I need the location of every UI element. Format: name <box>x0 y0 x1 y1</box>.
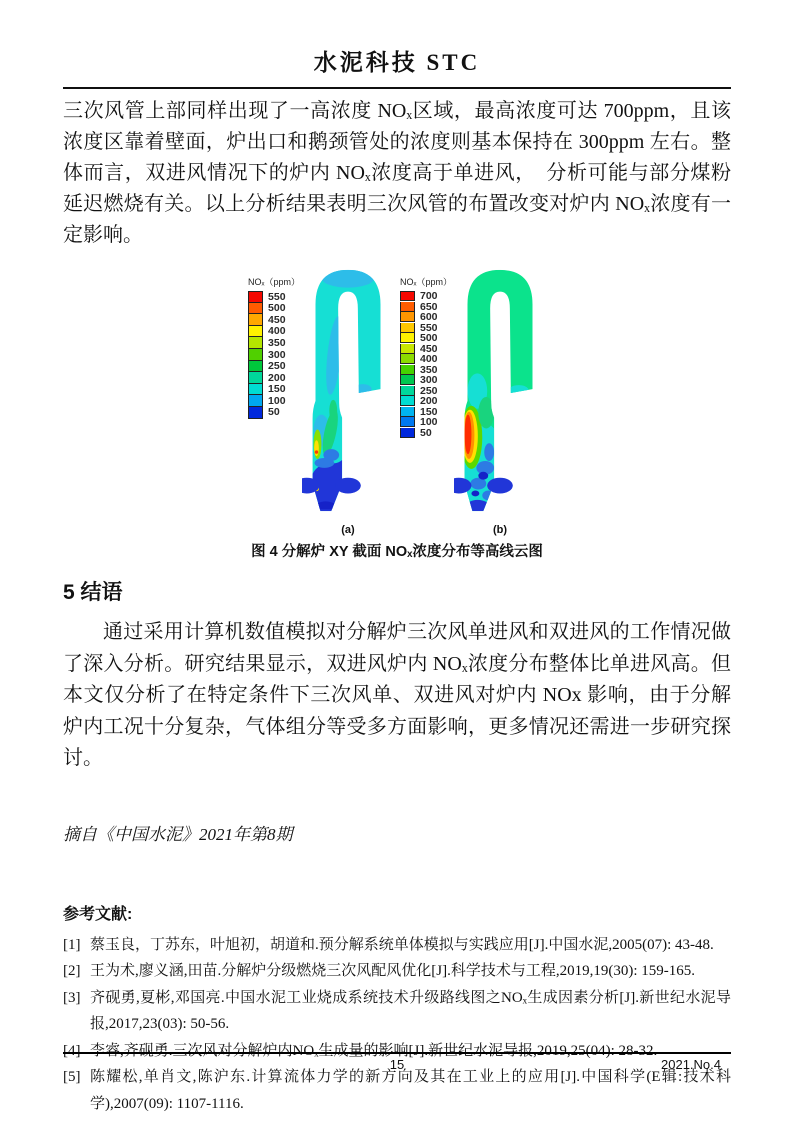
legend-color-swatch <box>248 361 263 373</box>
legend-value: 150 <box>420 405 438 418</box>
legend-row <box>400 312 438 323</box>
legend-row <box>248 361 286 373</box>
legend-value: 450 <box>268 313 286 326</box>
colorbar-scale <box>248 291 286 419</box>
legend-value: 500 <box>420 332 438 344</box>
legend-row <box>248 395 286 407</box>
legend-value: 100 <box>268 394 286 407</box>
legend-value: 600 <box>420 311 438 323</box>
legend-row <box>248 407 286 419</box>
legend-color-swatch <box>400 386 415 396</box>
furnace-contour-b <box>454 265 546 536</box>
legend-color-swatch <box>400 291 415 301</box>
colorbar-legend-a <box>248 275 300 419</box>
header-rule <box>63 87 731 89</box>
contour-plot-b <box>400 265 546 536</box>
legend-value: 350 <box>420 363 438 376</box>
legend-value: 50 <box>268 406 280 419</box>
legend-value: 100 <box>420 416 438 428</box>
furnace-cross-section-a <box>302 265 394 523</box>
reference-item <box>63 932 731 959</box>
body-paragraph: 三次风管上部同样出现了一高浓度 NOₓ区域，最高浓度可达 700ppm，且该浓度区靠着壁面，炉出口和鹅颈管处的浓度则基本保持在 300ppm 左右。整体而言，双进风情况下的炉内 NOₓ浓度高于单进风， 分析可能与部分煤粉延迟燃烧有关。以上分析结果表明三次风管的布置改变对炉内 NOₓ浓度有一定影响。 <box>63 100 731 246</box>
reference-text: 齐砚勇,夏彬,邓国亮.中国水泥工业烧成系统技术升级路线图之NOₓ生成因素分析[J].新世纪水泥导报,2017,23(03): 50-56. <box>90 989 731 1032</box>
legend-color-swatch <box>248 326 263 338</box>
legend-color-swatch <box>400 312 415 322</box>
legend-value: 550 <box>268 290 286 303</box>
legend-color-swatch <box>400 375 415 385</box>
reference-marker: [2] <box>63 963 81 979</box>
legend-color-swatch <box>400 407 415 417</box>
legend-row <box>400 333 438 344</box>
reference-text: 李睿,齐砚勇.三次风对分解炉内NOₓ生成量的影响[J].新世纪水泥导报,2019,25(04): 28-32. <box>90 1042 658 1059</box>
legend-row <box>248 349 286 361</box>
legend-color-swatch <box>400 396 415 406</box>
legend-row <box>248 372 286 384</box>
legend-value: 150 <box>268 383 286 396</box>
reference-text: 陈耀松,单肖文,陈沪东.计算流体力学的新方向及其在工业上的应用[J].中国科学(E辑:技术科学),2007(09): 1107-1116. <box>90 1069 731 1112</box>
section-heading-conclusion: 5 结语 <box>63 581 123 604</box>
legend-color-swatch <box>248 337 263 349</box>
legend-color-swatch <box>248 349 263 361</box>
colorbar-title: NOₓ（ppm） <box>248 277 300 287</box>
legend-color-swatch <box>248 407 263 419</box>
journal-header-title: 水泥科技 STC <box>313 50 481 75</box>
legend-row <box>400 396 438 407</box>
legend-value: 500 <box>268 302 286 315</box>
legend-color-swatch <box>400 302 415 312</box>
reference-marker: [1] <box>63 936 81 953</box>
legend-value: 200 <box>268 371 286 384</box>
legend-color-swatch <box>400 428 415 438</box>
legend-value: 400 <box>420 353 438 365</box>
legend-value: 550 <box>420 321 438 334</box>
source-note: 摘自《中国水泥》2021年第8期 <box>63 824 293 844</box>
furnace-contour-a <box>302 265 394 536</box>
legend-row <box>400 375 438 386</box>
legend-value: 300 <box>268 348 286 361</box>
legend-value: 200 <box>420 395 438 407</box>
legend-row <box>400 417 438 428</box>
legend-row <box>400 428 438 439</box>
figure-caption: 图 4 分解炉 XY 截面 NOₓ浓度分布等高线云图 <box>251 544 543 560</box>
legend-row <box>248 291 286 303</box>
conclusion-paragraph: 通过采用计算机数值模拟对分解炉三次风单进风和双进风的工作情况做了深入分析。研究结果显示，双进风炉内 NOₓ浓度分布整体比单进风高。但本文仅分析了在特定条件下三次风单、双进风对炉内 NOx 影响，由于分解炉内工况十分复杂，气体组分等受多方面影响，更多情况还需进一步研究探讨。 <box>63 621 731 769</box>
legend-row <box>248 303 286 315</box>
legend-value: 350 <box>268 336 286 349</box>
colorbar-legend-b <box>400 275 452 438</box>
legend-row <box>248 326 286 338</box>
footer-rule <box>63 1052 731 1054</box>
legend-color-swatch <box>400 417 415 427</box>
furnace-cross-section-b <box>454 265 546 523</box>
reference-item <box>63 985 731 1038</box>
reference-marker: [5] <box>63 1069 81 1085</box>
reference-text: 蔡玉良，丁苏东，叶旭初，胡道和.预分解系统单体模拟与实践应用[J].中国水泥,2005(07): 43-48. <box>90 936 714 953</box>
legend-value: 250 <box>420 384 438 397</box>
legend-color-swatch <box>400 333 415 343</box>
legend-color-swatch <box>248 291 263 303</box>
legend-value: 400 <box>268 325 286 338</box>
issue-number: 2021.No.4 <box>661 1057 721 1072</box>
legend-color-swatch <box>248 303 263 315</box>
legend-row <box>400 291 438 302</box>
legend-row <box>248 337 286 349</box>
plot-label-b: (b) <box>492 524 507 536</box>
legend-value: 700 <box>420 290 438 302</box>
page-footer <box>63 1057 731 1072</box>
legend-row <box>248 384 286 396</box>
legend-value: 300 <box>420 374 438 386</box>
plot-label-a: (a) <box>341 524 355 536</box>
legend-row <box>248 314 286 326</box>
colorbar-title: NOₓ（ppm） <box>400 277 452 287</box>
references-heading: 参考文献: <box>63 905 133 923</box>
legend-color-swatch <box>400 365 415 375</box>
legend-value: 450 <box>420 342 438 355</box>
legend-color-swatch <box>400 344 415 354</box>
reference-text: 王为术,廖义涵,田苗.分解炉分级燃烧三次风配风优化[J].科学技术与工程,2019,19(30): 159-165. <box>90 963 695 979</box>
colorbar-scale <box>400 291 438 438</box>
reference-item <box>63 958 731 985</box>
reference-marker: [3] <box>63 989 81 1006</box>
legend-value: 250 <box>268 360 286 373</box>
legend-color-swatch <box>248 372 263 384</box>
reference-marker: [4] <box>63 1042 81 1059</box>
legend-color-swatch <box>400 323 415 333</box>
contour-plot-a <box>248 265 394 536</box>
legend-row <box>400 354 438 365</box>
figure-4 <box>63 265 731 536</box>
references-list <box>63 932 731 1118</box>
legend-color-swatch <box>248 384 263 396</box>
page-number: 15 <box>389 1057 405 1072</box>
legend-value: 50 <box>420 426 432 439</box>
legend-color-swatch <box>248 395 263 407</box>
legend-color-swatch <box>248 314 263 326</box>
legend-value: 650 <box>420 300 438 313</box>
legend-color-swatch <box>400 354 415 364</box>
